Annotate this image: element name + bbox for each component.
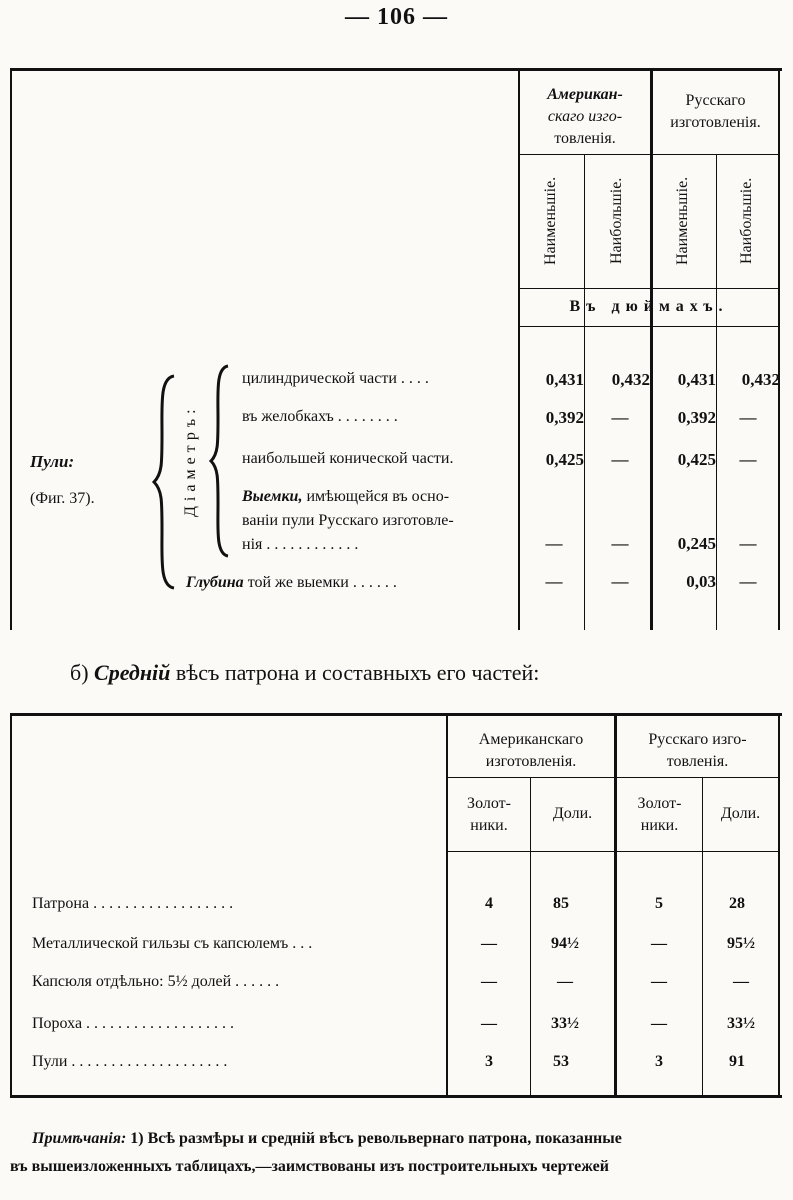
header-text: Американскаго	[478, 731, 584, 748]
outer-brace-icon	[150, 374, 180, 590]
row-label: Капсюля отдѣльно: 5½ долей . . . . . .	[32, 973, 280, 990]
row-label-italic: Глубина	[186, 574, 244, 591]
value-cell: —	[611, 534, 629, 553]
value-cell: —	[481, 935, 497, 952]
value-cell: 33½	[551, 1015, 579, 1032]
figure-reference: (Фиг. 37).	[30, 490, 95, 507]
subtitle-italic: Средній	[94, 660, 171, 685]
header-rule	[520, 326, 780, 327]
inner-brace-icon	[208, 364, 232, 558]
note-text: 1) Всѣ размѣры и средній вѣсъ револьвернаго патрона, показанные	[130, 1130, 622, 1147]
col-divider	[518, 68, 520, 630]
table-bottom-rule	[10, 1095, 782, 1098]
value-cell: 91	[729, 1053, 745, 1070]
row-label-text: имѣющейся въ осно-	[302, 488, 450, 505]
header-text: товленія.	[666, 753, 729, 770]
units-label: Въ дюймахъ.	[569, 298, 729, 315]
header-rule	[520, 154, 780, 155]
table-left-rule	[10, 68, 12, 630]
table-right-rule	[778, 713, 780, 1098]
row-label: Пули . . . . . . . . . . . . . . . . . . . .	[32, 1053, 228, 1070]
value-cell: —	[611, 408, 629, 427]
diameter-label: Діаметръ:	[182, 404, 199, 518]
value-cell: 0,392	[677, 408, 716, 427]
value-cell: 3	[485, 1053, 493, 1070]
value-cell: —	[739, 572, 757, 591]
subtitle-text: вѣсъ патрона и составныхъ его частей:	[175, 660, 540, 685]
note-line: въ вышеизложенныхъ таблицахъ,—заимствованы изъ построительныхъ чертежей	[10, 1158, 609, 1175]
col-divider	[716, 154, 717, 630]
value-cell: —	[481, 1015, 497, 1032]
header-american	[448, 729, 614, 773]
value-cell: —	[651, 973, 667, 990]
header-smallest: Наименьшіе.	[674, 176, 691, 266]
value-cell: —	[481, 973, 497, 990]
value-cell: —	[733, 973, 749, 990]
row-label: въ желобкахъ . . . . . . . .	[242, 408, 398, 425]
row-label-italic: Выемки,	[242, 488, 303, 505]
table-top-rule	[10, 713, 782, 716]
col-divider	[530, 777, 531, 1097]
header-text: Американ-	[547, 86, 623, 103]
value-cell: —	[739, 534, 757, 553]
value-cell: 0,431	[677, 370, 716, 389]
value-cell: 5	[655, 895, 663, 912]
header-text: Золот-	[467, 795, 511, 812]
row-label: наибольшей конической части.	[242, 450, 454, 467]
value-cell: 0,425	[545, 450, 584, 469]
header-rule	[448, 777, 780, 778]
value-cell: 28	[729, 895, 745, 912]
value-cell: 4	[485, 895, 493, 912]
value-cell: —	[651, 1015, 667, 1032]
value-cell: 0,392	[545, 408, 584, 427]
header-rule	[520, 288, 780, 289]
value-cell: 0,245	[677, 534, 716, 553]
header-text: товленія.	[554, 130, 616, 147]
value-cell: —	[557, 973, 573, 990]
row-label: Пороха . . . . . . . . . . . . . . . . . . .	[32, 1015, 235, 1032]
section-subtitle	[70, 660, 539, 686]
header-russian	[653, 90, 778, 134]
value-cell: 3	[655, 1053, 663, 1070]
col-divider	[584, 154, 585, 630]
header-largest: Наибольшіе.	[738, 177, 755, 265]
value-cell: 53	[553, 1053, 569, 1070]
row-label-cont: ваніи пули Русскаго изготовле-	[242, 512, 454, 529]
header-text: Золот-	[637, 795, 682, 812]
header-rule	[448, 851, 780, 852]
header-smallest: Наименьшіе.	[542, 176, 559, 266]
value-cell: —	[739, 408, 757, 427]
header-doli: Доли.	[552, 805, 593, 822]
header-doli: Доли.	[720, 805, 761, 822]
header-text: Русскаго	[685, 92, 746, 109]
row-label	[186, 574, 397, 592]
header-text	[520, 106, 650, 128]
table-left-rule	[10, 713, 12, 1098]
note-line	[32, 1130, 622, 1148]
header-zolotniki	[617, 793, 702, 837]
value-cell: 95½	[727, 935, 755, 952]
value-cell: 94½	[551, 935, 579, 952]
group-title: Пули:	[30, 452, 75, 471]
header-text-italic: скаго изго-	[547, 108, 623, 125]
header-text: ники.	[470, 817, 508, 834]
col-divider	[702, 777, 703, 1097]
header-american	[520, 84, 650, 150]
value-cell: 0,03	[686, 572, 716, 591]
dimensions-table	[10, 68, 782, 630]
row-label: цилиндрической части . . . .	[242, 370, 429, 387]
value-cell: 0,431	[545, 370, 584, 389]
value-cell: 85	[553, 895, 569, 912]
value-cell: 33½	[727, 1015, 755, 1032]
header-text: ники.	[640, 817, 679, 834]
value-cell: —	[611, 450, 629, 469]
header-text: изготовленія.	[485, 753, 577, 770]
value-cell: —	[545, 572, 563, 591]
header-text: изготовленія.	[670, 114, 761, 131]
weights-table	[10, 713, 782, 1098]
row-label: Патрона . . . . . . . . . . . . . . . . . .	[32, 895, 234, 912]
value-cell: —	[545, 534, 563, 553]
row-label-cont: нія . . . . . . . . . . . .	[242, 536, 359, 553]
value-cell: 0,425	[677, 450, 716, 469]
header-russian	[617, 729, 778, 773]
row-label-text: той же выемки . . . . . .	[243, 574, 397, 591]
header-zolotniki	[448, 793, 530, 837]
value-cell: —	[739, 450, 757, 469]
header-text: Русскаго изго-	[648, 731, 747, 748]
value-cell: —	[651, 935, 667, 952]
table-right-rule	[778, 68, 780, 630]
row-label	[242, 488, 449, 506]
page-number: — 106 —	[345, 4, 448, 30]
col-divider	[650, 68, 653, 630]
header-largest: Наибольшіе.	[608, 177, 625, 265]
row-label: Металлической гильзы съ капсюлемъ . . .	[32, 935, 313, 952]
value-cell: 0,432	[611, 370, 650, 389]
note-label: Примѣчанія:	[32, 1130, 127, 1147]
subtitle-prefix: б)	[70, 660, 89, 685]
table-top-rule	[10, 68, 782, 71]
value-cell: —	[611, 572, 629, 591]
value-cell: 0,432	[741, 370, 780, 389]
